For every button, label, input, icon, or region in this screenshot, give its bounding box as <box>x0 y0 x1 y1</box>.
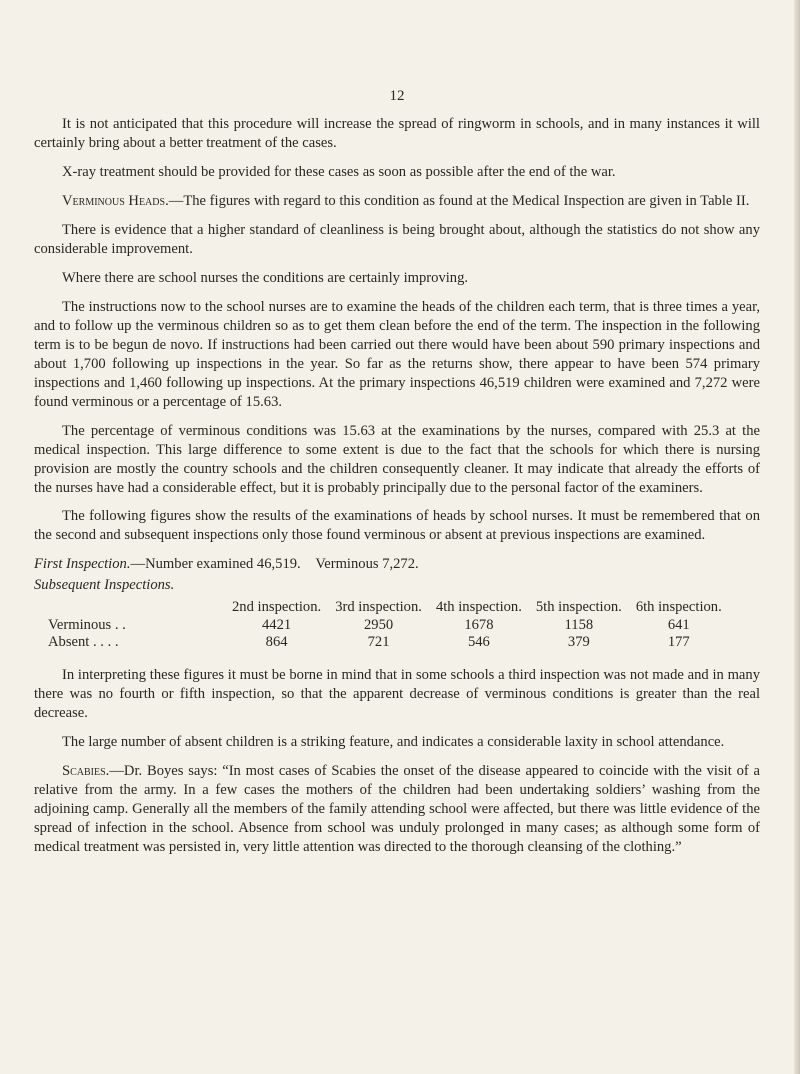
first-inspection-label: First Inspection. <box>34 556 131 573</box>
table-cell: 1678 <box>464 616 494 633</box>
paragraph-verminous-heads <box>34 192 760 211</box>
table-header-row <box>48 599 736 617</box>
paragraph-cleanliness: There is evidence that a higher standard of cleanliness is being brought about, although the statistics do not show any considerable improvement. <box>34 221 760 257</box>
table-cell: 864 <box>265 634 288 651</box>
row-label: Verminous . . <box>48 616 126 633</box>
table-cell: 177 <box>667 634 690 651</box>
table-cell: 2950 <box>363 616 394 633</box>
table-row <box>48 634 736 652</box>
paragraph-percentage: The percentage of verminous conditions was 15.63 at the examinations by the nurses, compared with 25.3 at the medical inspection. This large difference to some extent is due to the fact that the schools for which there is nursing provision are mostly the country schools and the children consequently cleaner. It may indicate that already the efforts of the nurses have had a considerable effect, but it is probably principally due to the personal factor of the examiners. <box>34 422 760 496</box>
inspection-table <box>48 599 736 652</box>
paragraph-scabies <box>34 762 760 857</box>
table-row <box>48 617 736 635</box>
table-cell: 721 <box>367 634 390 651</box>
first-inspection-line <box>34 555 760 574</box>
paragraph-ringworm: It is not anticipated that this procedure will increase the spread of ringworm in schools, and in many instances it will certainly bring about a better treatment of the cases. <box>34 116 760 151</box>
page-number: 12 <box>389 88 405 104</box>
paragraph-interpreting: In interpreting these figures it must be borne in mind that in some schools a third inspection was not made and in many there was no fourth or fifth inspection, so that the apparent decrease of verminous conditions is greater than the real decrease. <box>34 666 760 721</box>
table-header: 2nd inspection. <box>232 599 322 616</box>
table-header: 3rd inspection. <box>335 599 422 616</box>
table-header: 6th inspection. <box>635 599 722 616</box>
paragraph-following-figures: The following figures show the results of the examinations of heads by school nurses. It must be remembered that on the second and subsequent inspections only those found verminous or absent at previous inspections are examined. <box>34 508 760 544</box>
first-inspection-verminous: Verminous 7,272. <box>315 556 419 573</box>
table-cell: 546 <box>467 634 490 651</box>
verminous-heads-text: —The figures with regard to this condition as found at the Medical Inspection are given in Table II. <box>168 192 750 209</box>
first-inspection-text: —Number examined 46,519. <box>130 556 301 573</box>
table-cell: 641 <box>667 616 690 633</box>
paragraph-xray: X-ray treatment should be provided for these cases as soon as possible after the end of the war. <box>62 163 616 180</box>
paragraph-instructions: The instructions now to the school nurses are to examine the heads of the children each term, that is three times a year, and to follow up the verminous children so as to get them clean before the end of the term. The inspection in the following term is to be begun de novo. If instructions had been carried out there would have been about 590 primary inspections and about 1,700 following up inspections in the year. So far as the returns show, there appear to have been 574 primary inspections and 1,460 following up inspections. At the primary inspections 46,519 children were examined and 7,272 were found verminous or a percentage of 15.63. <box>34 298 760 410</box>
scabies-heading: Scabies. <box>62 762 110 779</box>
table-cell: 379 <box>567 634 590 651</box>
table-header: 4th inspection. <box>435 599 522 616</box>
paragraph-school-nurses: Where there are school nurses the conditions are certainly improving. <box>62 269 469 286</box>
table-cell: 4421 <box>262 616 292 633</box>
row-label: Absent . . . . <box>48 634 119 651</box>
verminous-heads-heading: Verminous Heads. <box>62 192 169 209</box>
paragraph-absent-children: The large number of absent children is a striking feature, and indicates a considerable laxity in school attendance. <box>62 733 725 750</box>
page-edge-shadow <box>794 0 800 1074</box>
scabies-text: —Dr. Boyes says: “In most cases of Scabies the onset of the disease appeared to coincide with the visit of a relative from the army. In a few cases the mothers of the children had been undertaking soldiers’ washing from the adjoining camp. Generally all the members of the family attending school were affected, but there was little evidence of the spread of infection in the school. Absence from school was unduly prolonged in many cases; as although some form of medical treatment was persisted in, very little attention was directed to the thorough cleansing of the clothing.” <box>34 762 760 855</box>
subsequent-inspections-label: Subsequent Inspections. <box>34 577 175 594</box>
table-cell: 1158 <box>564 616 594 633</box>
table-header: 5th inspection. <box>535 599 622 616</box>
